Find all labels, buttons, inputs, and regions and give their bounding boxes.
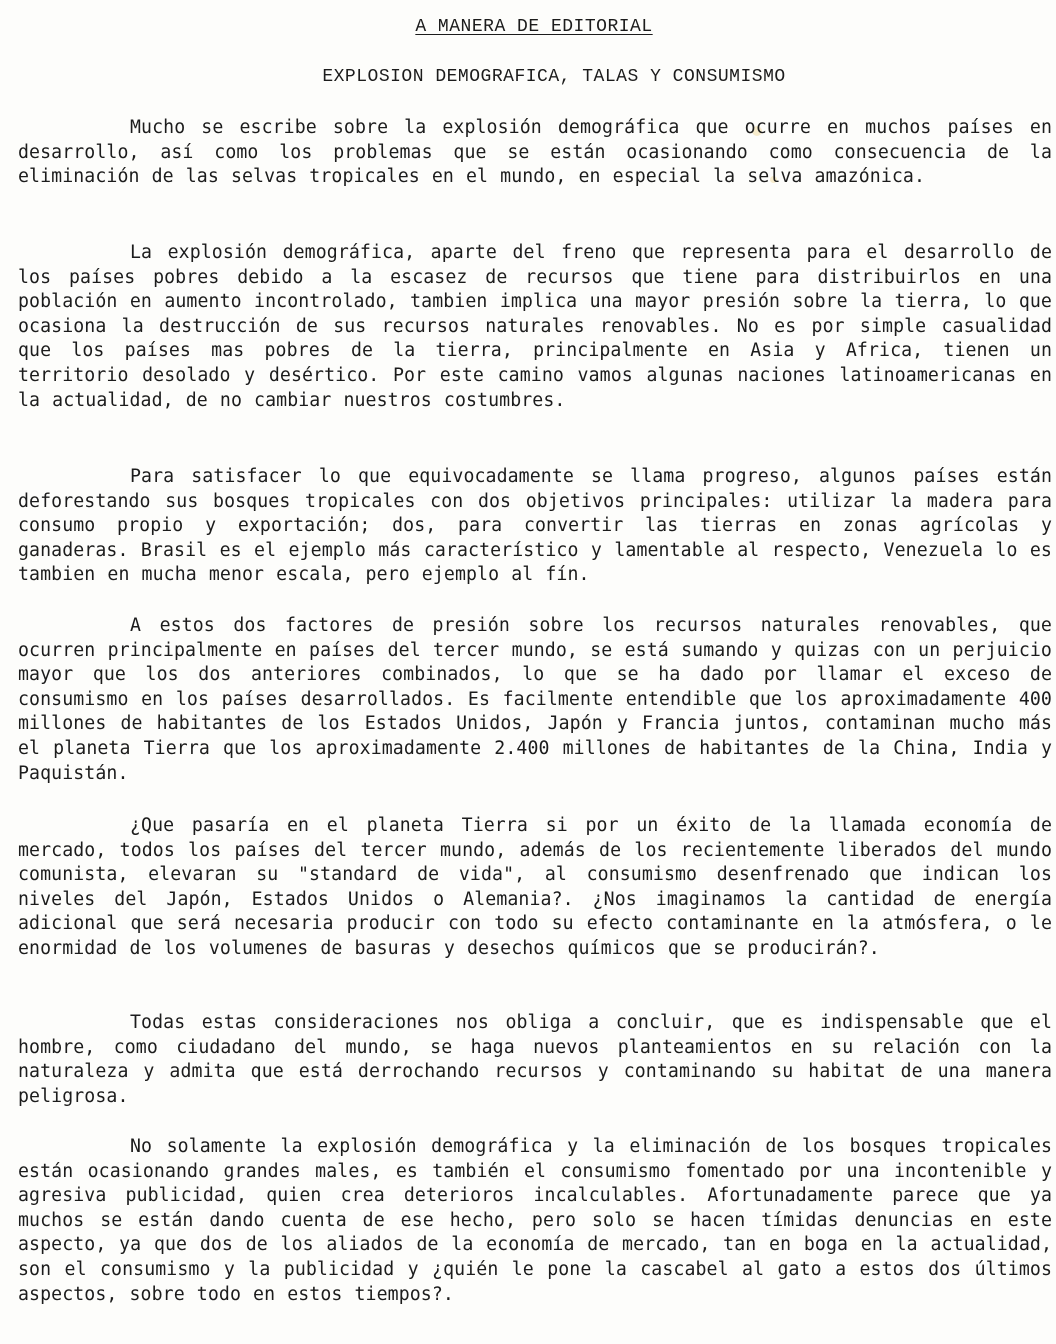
paragraph-3: Para satisfacer lo que equivocadamente se llama progreso, algunos países están deforestando sus bosques tropicales con dos objetivos principales: utilizar la madera para consumo propio y exportación; dos, para convertir las tierras en zonas agrícolas y ganaderas. Brasil es el ejemplo más característico y lamentable al respecto, Venezuela lo es tambien en mucha menor escala, pero ejemplo al fín. [18, 466, 1052, 586]
paragraph-5: ¿Que pasaría en el planeta Tierra si por un éxito de la llamada economía de mercado, todos los países del tercer mundo, además de los recientemente liberados del mundo comunista, elevaran su "standard de vida", al consumismo desenfrenado que indican los niveles del Japón, Estados Unidos o Alemania?. ¿Nos imaginamos la cantidad de energía adicional que será necesaria producir con todo su efecto contaminante en la atmósfera, o le enormidad de los volumenes de basuras y desechos químicos que se producirán?. [18, 815, 1052, 959]
paragraph-7: No solamente la explosión demográfica y la eliminación de los bosques tropicales están ocasionando grandes males, es también el consumismo fomentado por una incontenible y agresiva publicidad, quien crea deterioros incalculables. Afortunadamente parece que ya muchos se están dando cuenta de ese hecho, pero solo se hacen tímidas denuncias en este aspecto, ya que dos de los aliados de la economía de mercado, tan en boga en la actualidad, son el consumismo y la publicidad y ¿quién le pone la cascabel al gato a estos dos últimos aspectos, sobre todo en estos tiempos?. [18, 1136, 1052, 1305]
paragraph-4: A estos dos factores de presión sobre los recursos naturales renovables, que ocurren principalmente en países del tercer mundo, se está sumando y quizas con un perjuicio mayor que los dos anteriores combinados, lo que se ha dado por llamar el exceso de consumismo en los países desarrollados. Es facilmente entendible que los aproximadamente 400 millones de habitantes de los Estados Unidos, Japón y Francia juntos, contaminan mucho más el planeta Tierra que los aproximadamente 2.400 millones de habitantes de la China, India y Paquistán. [18, 615, 1052, 784]
paragraph-1: Mucho se escribe sobre la explosión demográfica que ocurre en muchos países en desarrollo, así como los problemas que se están ocasionando como consecuencia de la eliminación de las selvas tropicales en el mundo, en especial la selva amazónica. [18, 117, 1052, 188]
editorial-subtitle: EXPLOSION DEMOGRAFICA, TALAS Y CONSUMISMO [322, 67, 786, 87]
editorial-title: A MANERA DE EDITORIAL [415, 17, 653, 37]
paragraph-6: Todas estas consideraciones nos obliga a concluir, que es indispensable que el hombre, como ciudadano del mundo, se haga nuevos planteamientos en su relación con la naturaleza y admita que está derrochando recursos y contaminando su habitat de una manera peligrosa. [18, 1012, 1052, 1107]
paragraph-2: La explosión demográfica, aparte del freno que representa para el desarrollo de los países pobres debido a la escasez de recursos que tiene para distribuirlos en una población en aumento incontrolado, tambien implica una mayor presión sobre la tierra, lo que ocasiona la destrucción de sus recursos naturales renovables. No es por simple casualidad que los países mas pobres de la tierra, principalmente en Asia y Africa, tienen un territorio desolado y desértico. Por este camino vamos algunas naciones latinoamericanas en la actualidad, de no cambiar nuestros costumbres. [18, 242, 1052, 411]
